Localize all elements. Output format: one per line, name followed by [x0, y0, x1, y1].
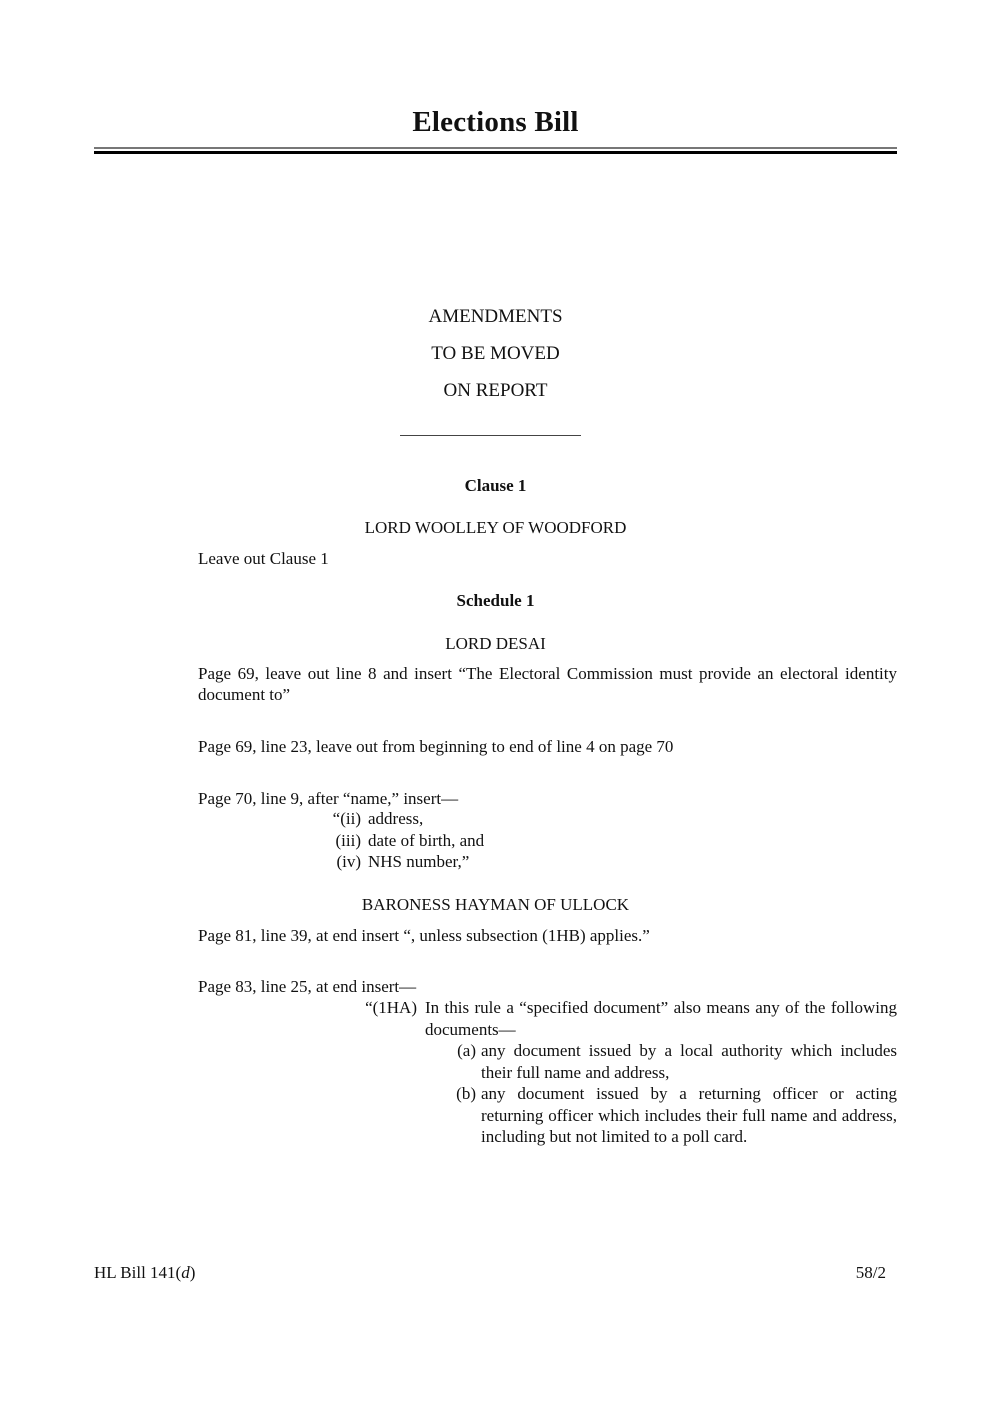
- bill-ref-suffix: ): [189, 1263, 196, 1282]
- amendment-text: Page 69, leave out line 8 and insert “The Electoral Commission must provide an electoral identity document to”: [198, 664, 897, 704]
- amendment-text: Page 69, line 23, leave out from beginning to end of line 4 on page 70: [198, 737, 674, 756]
- bill-ref-prefix: HL Bill 141(: [94, 1263, 182, 1282]
- title-rule-thick: [94, 151, 897, 154]
- list-item-text: any document issued by a local authority which includes their full name and address,: [481, 1041, 897, 1082]
- list-item-label: (iv): [336, 852, 361, 871]
- list-item-text: date of birth, and: [368, 831, 485, 850]
- section-heading-clause-1: Clause 1: [464, 476, 527, 495]
- list-item-text: address,: [368, 809, 424, 828]
- bill-ref-italic: d: [181, 1263, 190, 1282]
- title-rule-thin: [94, 147, 897, 149]
- list-item-label: “(ii): [332, 809, 361, 828]
- list-item-label: (iii): [335, 831, 361, 850]
- section-heading-schedule-1: Schedule 1: [456, 591, 535, 610]
- subsection-label: “(1HA): [365, 998, 417, 1017]
- document-title: Elections Bill: [412, 106, 579, 138]
- amendment-intro: Page 70, line 9, after “name,” insert—: [198, 789, 459, 808]
- list-item-label: (b): [456, 1084, 476, 1103]
- page-reference: 58/2: [855, 1263, 886, 1282]
- amendment-intro: Page 83, line 25, at end insert—: [198, 977, 417, 996]
- member-name: LORD WOOLLEY OF WOODFORD: [364, 518, 627, 537]
- member-name: LORD DESAI: [445, 634, 546, 653]
- list-item-label: (a): [457, 1041, 476, 1060]
- list-item-text: NHS number,”: [368, 852, 470, 871]
- subsection-text: In this rule a “specified document” also means any of the following documents—: [425, 998, 897, 1039]
- bill-reference: [94, 1263, 195, 1283]
- member-name: BARONESS HAYMAN OF ULLOCK: [361, 895, 630, 914]
- subtitle-divider: [400, 435, 581, 436]
- list-item-text: any document issued by a returning officer or acting returning officer which includes their full name and address, including but not limited to a poll card.: [481, 1084, 897, 1146]
- subtitle-line-1: AMENDMENTS: [428, 306, 563, 327]
- subtitle-line-2: TO BE MOVED: [431, 343, 560, 364]
- amendment-text: Page 81, line 39, at end insert “, unless subsection (1HB) applies.”: [198, 926, 650, 945]
- amendment-text: Leave out Clause 1: [198, 549, 329, 568]
- subtitle-line-3: ON REPORT: [443, 380, 548, 401]
